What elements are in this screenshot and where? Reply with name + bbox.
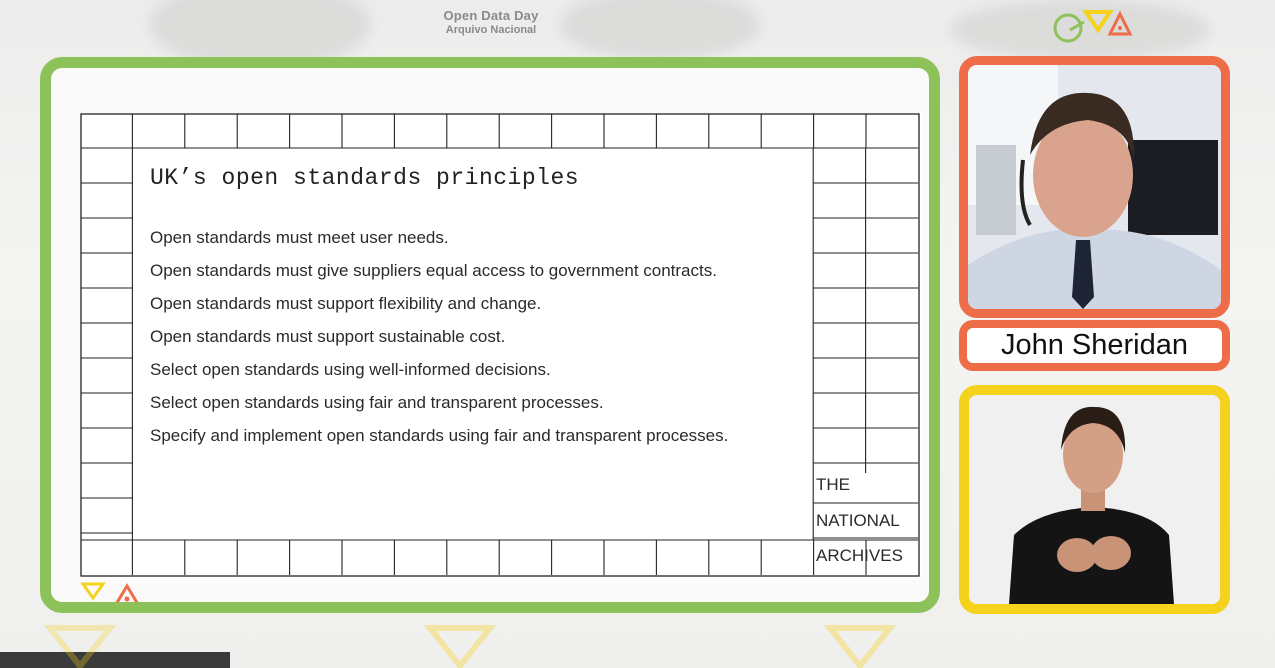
slide-title: UK’s open standards principles bbox=[150, 165, 580, 191]
event-title: Open Data Day bbox=[443, 8, 539, 23]
speaker-video-tile[interactable] bbox=[959, 56, 1230, 318]
principle-item: Open standards must give suppliers equal access to government contracts. bbox=[150, 261, 717, 280]
national-archives-logo-line: NATIONAL bbox=[816, 511, 900, 530]
event-logo-icon bbox=[1050, 8, 1140, 48]
presentation-slide bbox=[80, 113, 922, 579]
interpreter-video-tile[interactable] bbox=[959, 385, 1230, 614]
sign-language-interpreter-icon bbox=[969, 395, 1220, 604]
event-subtitle: Arquivo Nacional bbox=[445, 24, 537, 36]
principle-item: Select open standards using well-informed decisions. bbox=[150, 360, 551, 379]
background-triangle-icon bbox=[40, 620, 120, 668]
principles-list bbox=[150, 226, 750, 457]
principle-item: Select open standards using fair and transparent processes. bbox=[150, 393, 604, 412]
person-video-icon bbox=[968, 65, 1221, 309]
national-archives-logo-line: THE bbox=[816, 475, 850, 494]
principle-item: Open standards must meet user needs. bbox=[150, 228, 449, 247]
national-archives-logo-line: ARCHIVES bbox=[816, 546, 903, 565]
principle-item: Open standards must support sustainable cost. bbox=[150, 327, 506, 346]
principle-item: Specify and implement open standards using fair and transparent processes. bbox=[150, 426, 729, 445]
speaker-name-tag bbox=[959, 320, 1230, 371]
principle-item: Open standards must support flexibility and change. bbox=[150, 294, 542, 313]
presentation-frame bbox=[40, 57, 940, 613]
background-triangle-icon bbox=[820, 620, 900, 668]
event-header bbox=[0, 8, 982, 36]
speaker-name: John Sheridan bbox=[1000, 329, 1189, 361]
background-triangle-icon bbox=[420, 620, 500, 668]
triangle-logo-icon bbox=[81, 582, 151, 608]
